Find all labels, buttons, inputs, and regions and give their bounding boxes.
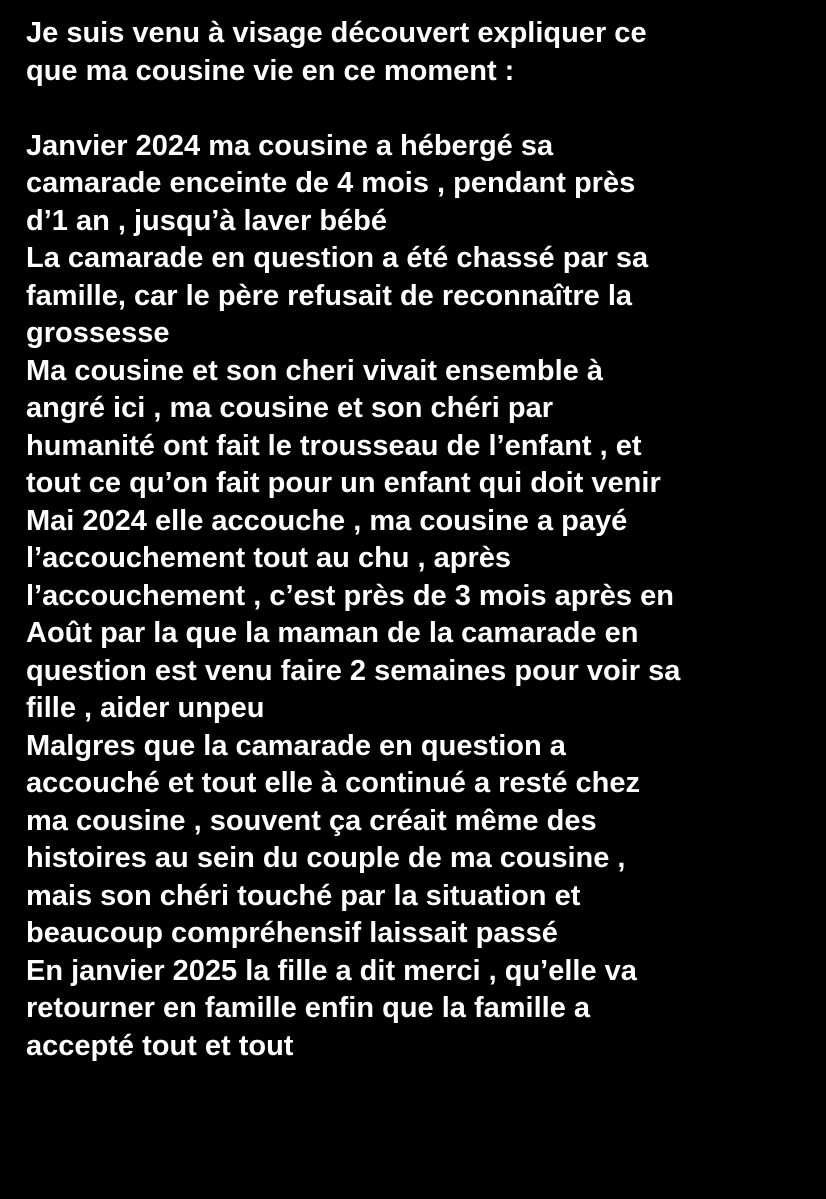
text-line: beaucoup compréhensif laissait passé — [26, 917, 558, 949]
text-line: humanité ont fait le trousseau de l’enfant , et — [26, 429, 642, 462]
text-line: accepté tout et tout — [26, 1029, 294, 1062]
text-line: grossesse — [26, 317, 170, 349]
text-line: Ma cousine et son cheri vivait ensemble à — [26, 354, 603, 387]
text-line: Mai 2024 elle accouche , ma cousine a payé — [26, 504, 628, 537]
text-line: fille , aider unpeu — [26, 692, 265, 724]
text-line: Je suis venu à visage découvert expliquer ce — [26, 17, 647, 49]
text-line: accouché et tout elle à continué a resté chez — [26, 767, 641, 799]
text-line: camarade enceinte de 4 mois , pendant près — [26, 167, 636, 199]
text-line: question est venu faire 2 semaines pour voir sa — [26, 654, 681, 687]
text-line: famille, car le père refusait de reconnaître la — [26, 279, 633, 312]
note-text — [26, 15, 816, 1065]
text-line: La camarade en question a été chassé par sa — [26, 242, 649, 274]
text-line: tout ce qu’on fait pour un enfant qui doit venir — [26, 467, 661, 499]
blank-line — [26, 90, 816, 128]
text-line: histoires au sein du couple de ma cousine , — [26, 842, 626, 874]
text-line: d’1 an , jusqu’à laver bébé — [26, 204, 388, 237]
text-line: Août par la que la maman de la camarade en — [26, 617, 639, 649]
text-line: l’accouchement tout au chu , après — [26, 542, 512, 574]
text-line: que ma cousine vie en ce moment : — [26, 54, 515, 87]
text-line: Janvier 2024 ma cousine a hébergé sa — [26, 129, 554, 162]
text-line: ma cousine , souvent ça créait même des — [26, 804, 597, 837]
text-line: Malgres que la camarade en question a — [26, 729, 566, 762]
text-line: angré ici , ma cousine et son chéri par — [26, 392, 554, 424]
text-line: l’accouchement , c’est près de 3 mois après en — [26, 579, 674, 612]
text-line: mais son chéri touché par la situation et — [26, 879, 581, 912]
text-line: retourner en famille enfin que la famille a — [26, 992, 591, 1024]
text-line: En janvier 2025 la fille a dit merci , qu’elle va — [26, 954, 637, 987]
